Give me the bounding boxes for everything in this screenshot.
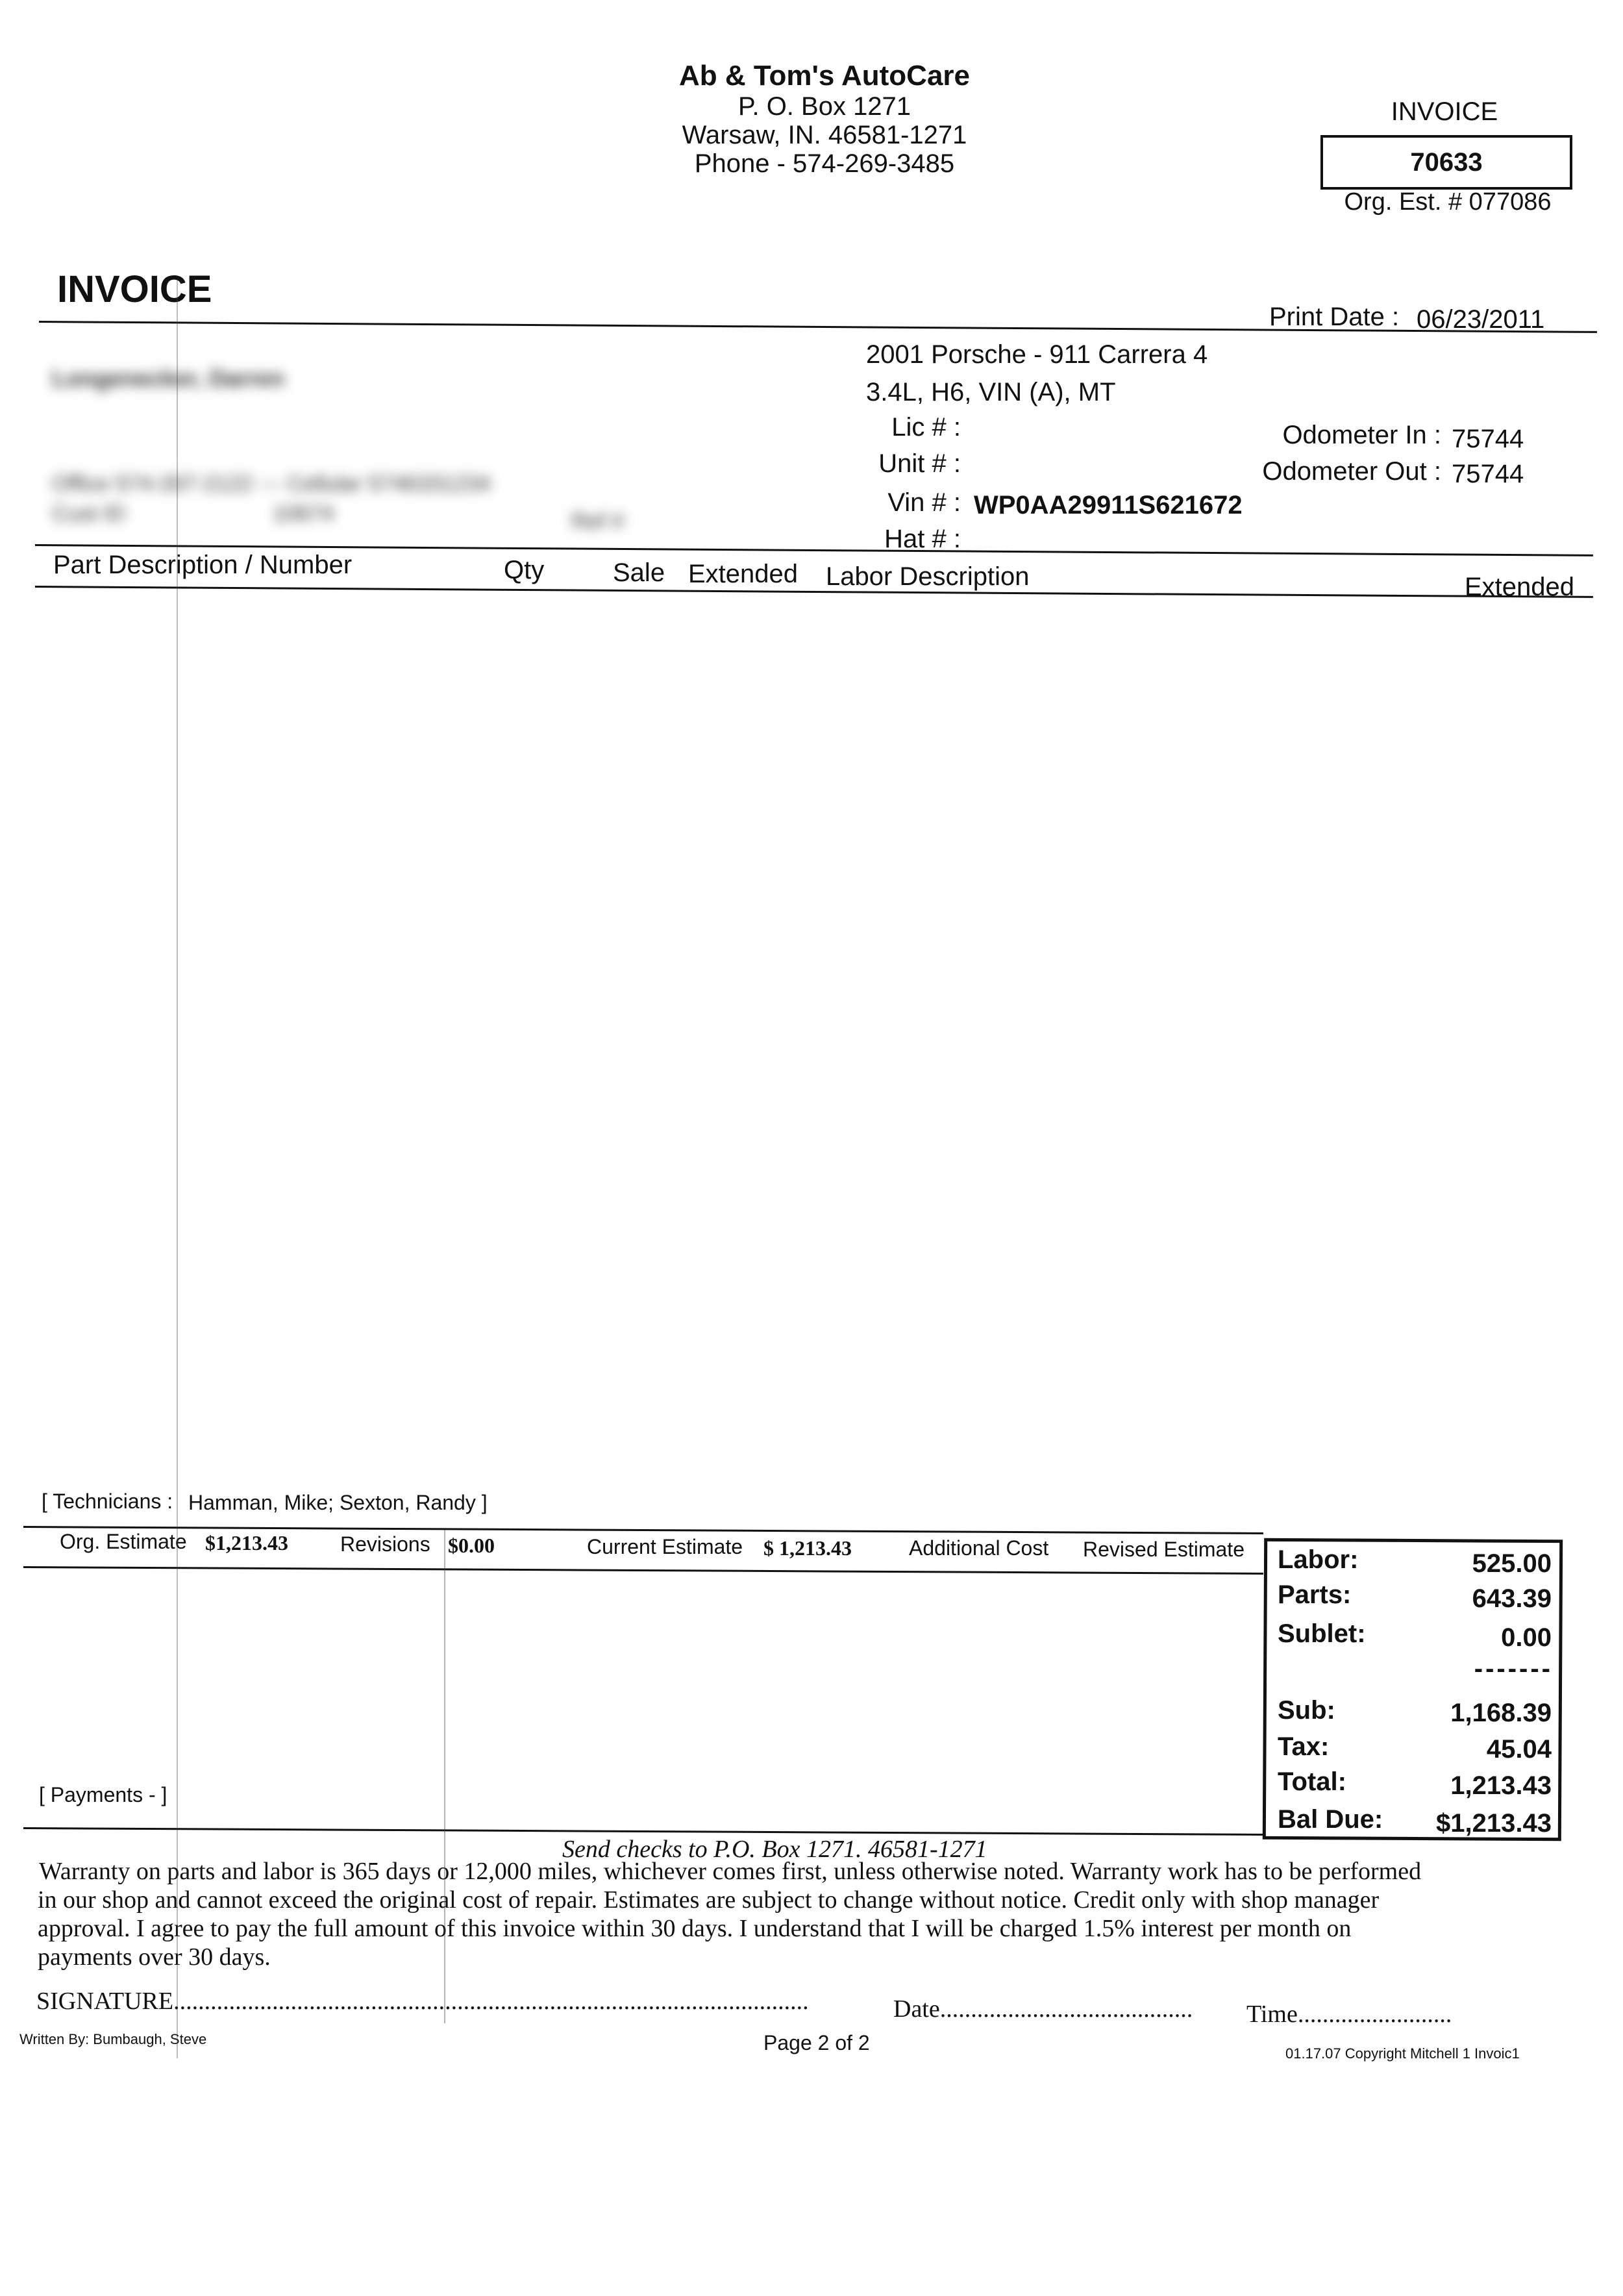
- current-estimate-label: Current Estimate: [587, 1535, 743, 1558]
- hat-label: Hat # :: [884, 525, 961, 553]
- tax-total: 45.04: [1486, 1735, 1552, 1764]
- additional-cost-label: Additional Cost: [909, 1536, 1049, 1560]
- revisions-label: Revisions: [340, 1532, 430, 1556]
- labor-label: Labor:: [1278, 1545, 1359, 1574]
- col-sale: Sale: [613, 558, 665, 587]
- vin-label: Vin # :: [887, 488, 961, 517]
- warranty-line-4: payments over 30 days.: [38, 1943, 271, 1971]
- col-labor-description: Labor Description: [826, 562, 1030, 591]
- scan-artifact-line-left: [177, 279, 178, 2058]
- estimate-bottom-rule: [23, 1566, 1263, 1575]
- invoice-box-label: INVOICE: [1391, 97, 1498, 126]
- technicians-label: [ Technicians :: [42, 1490, 173, 1513]
- lic-label: Lic # :: [891, 413, 961, 442]
- written-by: Written By: Bumbaugh, Steve: [19, 2031, 207, 2047]
- grand-total: 1,213.43: [1450, 1771, 1552, 1800]
- balance-due-label: Bal Due:: [1278, 1805, 1383, 1834]
- balance-due: $1,213.43: [1436, 1809, 1552, 1838]
- date-line: Date.........................................: [893, 1995, 1193, 2023]
- customer-name: Longenecker, Darren: [52, 365, 285, 392]
- odometer-out: 75744: [1452, 460, 1524, 488]
- shop-address-line1: P. O. Box 1271: [737, 92, 911, 121]
- customer-phones: Office 574-267-2122 --- Cellular 5746331234: [52, 471, 491, 496]
- column-header-bottom-rule: [35, 586, 1593, 598]
- page-number: Page 2 of 2: [763, 2031, 870, 2054]
- sublet-total: 0.00: [1501, 1623, 1552, 1652]
- vehicle-description: 2001 Porsche - 911 Carrera 4: [866, 340, 1208, 369]
- subtotal-label: Sub:: [1278, 1696, 1335, 1725]
- shop-phone: Phone - 574-269-3485: [694, 149, 955, 178]
- unit-label: Unit # :: [878, 449, 961, 478]
- page-title: INVOICE: [57, 268, 212, 310]
- payments-label: [ Payments - ]: [39, 1783, 167, 1806]
- invoice-number: 70633: [1320, 135, 1572, 190]
- revised-estimate-label: Revised Estimate: [1083, 1538, 1245, 1561]
- odometer-out-label: Odometer Out :: [1262, 457, 1441, 486]
- shop-address-line2: Warsaw, IN. 46581-1271: [682, 121, 967, 149]
- scan-artifact-line-middle: [444, 1530, 445, 2023]
- subtotal: 1,168.39: [1450, 1699, 1552, 1727]
- odometer-in-label: Odometer In :: [1282, 421, 1441, 449]
- shop-name: Ab & Tom's AutoCare: [678, 60, 971, 92]
- print-date: 06/23/2011: [1417, 305, 1545, 334]
- org-estimate-value: $1,213.43: [205, 1531, 288, 1554]
- vehicle-engine: 3.4L, H6, VIN (A), MT: [866, 378, 1116, 406]
- col-part-description: Part Description / Number: [53, 551, 353, 579]
- customer-ref-label: Ref #: [571, 509, 625, 534]
- org-est-number: Org. Est. # 077086: [1344, 188, 1552, 216]
- sublet-label: Sublet:: [1278, 1619, 1366, 1648]
- revisions-value: $0.00: [448, 1534, 495, 1557]
- customer-id-label: Cust ID: [52, 501, 126, 526]
- col-qty: Qty: [504, 556, 545, 584]
- tax-label: Tax:: [1278, 1732, 1330, 1761]
- totals-divider: -------: [1474, 1654, 1553, 1683]
- labor-total: 525.00: [1472, 1549, 1552, 1578]
- technicians-names: Hamman, Mike; Sexton, Randy ]: [188, 1491, 488, 1514]
- total-label: Total:: [1278, 1767, 1346, 1796]
- time-line: Time.........................: [1246, 2001, 1452, 2028]
- current-estimate-value: $ 1,213.43: [763, 1536, 852, 1560]
- print-date-label: Print Date :: [1269, 303, 1400, 331]
- odometer-in: 75744: [1452, 425, 1524, 453]
- copyright: 01.17.07 Copyright Mitchell 1 Invoic1: [1285, 2045, 1520, 2062]
- org-estimate-label: Org. Estimate: [60, 1530, 187, 1553]
- customer-id: 10674: [273, 501, 334, 526]
- signature-line: SIGNATURE.......................................................................................................: [36, 1988, 809, 2015]
- warranty-line-2: in our shop and cannot exceed the original cost of repair. Estimates are subject to change without notice. Credit only with shop manager: [38, 1886, 1380, 1914]
- warranty-line-3: approval. I agree to pay the full amount of this invoice within 30 days. I understand that I will be charged 1.5% interest per month on: [38, 1915, 1352, 1942]
- warranty-line-1: Warranty on parts and labor is 365 days or 12,000 miles, whichever comes first, unless otherwise noted. Warranty work has to be performed: [39, 1858, 1422, 1885]
- col-extended: Extended: [688, 560, 799, 588]
- col-extended-labor: Extended: [1465, 573, 1575, 601]
- vin-number: WP0AA29911S621672: [974, 491, 1243, 519]
- parts-label: Parts:: [1278, 1580, 1352, 1609]
- send-checks-note: Send checks to P.O. Box 1271. 46581-1271: [562, 1836, 987, 1863]
- parts-total: 643.39: [1472, 1584, 1552, 1613]
